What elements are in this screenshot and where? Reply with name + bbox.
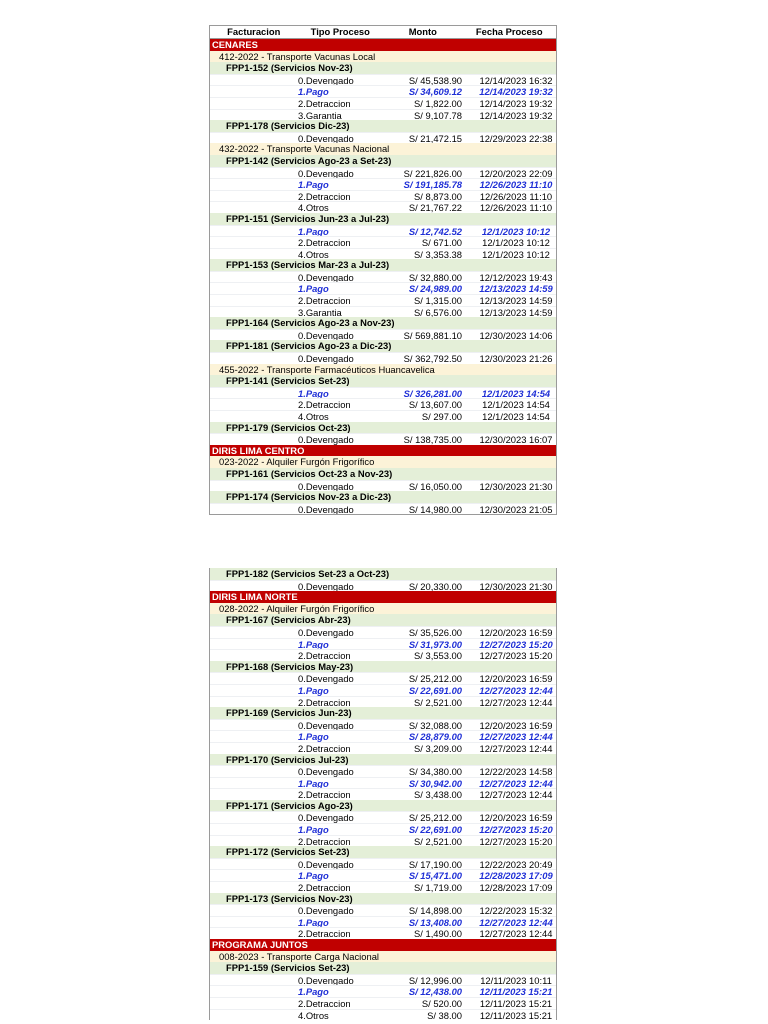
- table-row: [210, 649, 556, 661]
- table-row: [210, 201, 556, 213]
- monto-cell: S/ 362,792.50: [403, 353, 462, 364]
- tipo-cell: 1.Pago: [298, 179, 329, 190]
- monto-cell: S/ 9,107.78: [414, 109, 462, 121]
- table-row: [210, 858, 556, 870]
- table-row: [210, 387, 556, 399]
- table-row: [210, 132, 556, 144]
- monto-cell: S/ 3,353.38: [414, 248, 462, 260]
- fecha-cell: 12/1/2023 14:54: [481, 387, 551, 399]
- invoice-row: FPP1-141 (Servicios Set-23): [210, 375, 556, 387]
- contract-row: 432-2022 - Transporte Vacunas Nacional: [210, 143, 556, 155]
- invoice-row: FPP1-161 (Servicios Oct-23 a Nov-23): [210, 468, 556, 480]
- monto-cell: S/ 520.00: [421, 997, 462, 1009]
- table-row: [210, 410, 556, 422]
- monto-cell: S/ 34,609.12: [408, 86, 462, 97]
- fecha-cell: 12/27/2023 12:44: [479, 684, 553, 696]
- table-row: [210, 684, 556, 696]
- fecha-cell: 12/30/2023 21:26: [479, 353, 553, 364]
- monto-cell: S/ 671.00: [421, 237, 462, 248]
- monto-cell: S/ 326,281.00: [403, 387, 462, 399]
- tipo-cell: 0.Devengado: [298, 329, 354, 341]
- monto-cell: S/ 22,691.00: [408, 824, 462, 835]
- table-row: [210, 503, 556, 515]
- table-row: [210, 433, 556, 445]
- fecha-cell: 12/1/2023 14:54: [482, 411, 550, 422]
- fecha-cell: 12/20/2023 22:09: [479, 167, 553, 179]
- fecha-cell: 12/30/2023 21:30: [479, 580, 553, 592]
- tipo-cell: 0.Devengado: [298, 503, 354, 515]
- tipo-cell: 2.Detraccion: [298, 97, 351, 109]
- monto-cell: S/ 34,380.00: [408, 766, 462, 777]
- table-row: [210, 271, 556, 283]
- fecha-cell: 12/13/2023 14:59: [479, 295, 553, 306]
- tipo-cell: 0.Devengado: [298, 353, 354, 364]
- tipo-cell: 1.Pago: [298, 225, 329, 237]
- monto-cell: S/ 191,185.78: [403, 179, 462, 190]
- fecha-cell: 12/30/2023 16:07: [479, 434, 553, 445]
- fecha-cell: 12/30/2023 14:06: [479, 329, 553, 341]
- table-row: [210, 997, 556, 1009]
- fecha-cell: 12/22/2023 14:58: [479, 766, 553, 777]
- monto-cell: S/ 2,521.00: [414, 696, 462, 708]
- tipo-cell: 2.Detraccion: [298, 650, 351, 661]
- table-row: [210, 626, 556, 638]
- table-row: [210, 109, 556, 121]
- table-row: [210, 927, 556, 939]
- monto-cell: S/ 35,526.00: [408, 626, 462, 638]
- fecha-cell: 12/27/2023 12:44: [479, 731, 553, 742]
- fecha-cell: 12/14/2023 19:32: [479, 97, 553, 109]
- table-row: [210, 788, 556, 800]
- contract-row: 455-2022 - Transporte Farmacéuticos Huancavelica: [210, 364, 556, 376]
- contract-row: 023-2022 - Alquiler Furgón Frigorífico: [210, 456, 556, 468]
- monto-cell: S/ 1,822.00: [414, 97, 462, 109]
- tipo-cell: 3.Garantia: [298, 109, 342, 121]
- fecha-cell: 12/11/2023 10:11: [480, 974, 552, 986]
- fecha-cell: 12/14/2023 19:32: [479, 86, 553, 97]
- header-tipo-proceso: Tipo Proceso: [310, 26, 370, 37]
- fecha-cell: 12/11/2023 15:21: [479, 1009, 553, 1021]
- client-group-row: DIRIS LIMA NORTE: [210, 591, 556, 603]
- invoice-row: FPP1-153 (Servicios Mar-23 a Jul-23): [210, 259, 556, 271]
- tipo-cell: 2.Detraccion: [298, 835, 351, 847]
- tipo-cell: 3.Garantia: [298, 306, 342, 318]
- fecha-cell: 12/1/2023 10:12: [481, 225, 551, 237]
- monto-cell: S/ 21,472.15: [408, 132, 462, 144]
- table-row: [210, 74, 556, 86]
- monto-cell: S/ 12,438.00: [408, 986, 462, 997]
- fecha-cell: 12/27/2023 12:44: [479, 916, 553, 928]
- monto-cell: S/ 8,873.00: [414, 190, 462, 202]
- table-row: [210, 719, 556, 731]
- tipo-cell: 1.Pago: [298, 916, 329, 928]
- fecha-cell: 12/26/2023 11:10: [479, 190, 553, 202]
- contract-row: 412-2022 - Transporte Vacunas Local: [210, 51, 556, 63]
- fecha-cell: 12/20/2023 16:59: [479, 812, 553, 824]
- invoice-row: FPP1-173 (Servicios Nov-23): [210, 893, 556, 905]
- fecha-cell: 12/13/2023 14:59: [479, 306, 553, 318]
- tipo-cell: 1.Pago: [298, 986, 329, 997]
- tipo-cell: 2.Detraccion: [298, 928, 351, 939]
- client-group-row: PROGRAMA JUNTOS: [210, 939, 556, 951]
- monto-cell: S/ 21,767.22: [408, 202, 462, 213]
- fecha-cell: 12/27/2023 15:20: [479, 835, 553, 847]
- tipo-cell: 0.Devengado: [298, 132, 354, 144]
- fecha-cell: 12/1/2023 10:12: [482, 248, 550, 260]
- invoice-row: FPP1-164 (Servicios Ago-23 a Nov-23): [210, 317, 556, 329]
- monto-cell: S/ 32,880.00: [408, 271, 462, 283]
- invoice-row: FPP1-169 (Servicios Jun-23): [210, 707, 556, 719]
- table-row: [210, 306, 556, 318]
- table-row: [210, 329, 556, 341]
- tipo-cell: 2.Detraccion: [298, 742, 351, 754]
- fecha-cell: 12/22/2023 15:32: [479, 905, 553, 916]
- tipo-cell: 4.Otros: [298, 411, 329, 422]
- tipo-cell: 0.Devengado: [298, 580, 354, 592]
- invoice-row: FPP1-167 (Servicios Abr-23): [210, 614, 556, 626]
- monto-cell: S/ 13,408.00: [408, 916, 462, 928]
- tipo-cell: 1.Pago: [298, 387, 329, 399]
- table-row: [210, 282, 556, 294]
- invoice-row: FPP1-178 (Servicios Dic-23): [210, 120, 556, 132]
- tipo-cell: 0.Devengado: [298, 719, 354, 731]
- tipo-cell: 0.Devengado: [298, 74, 354, 86]
- monto-cell: S/ 1,490.00: [414, 928, 462, 939]
- fecha-cell: 12/27/2023 12:44: [479, 742, 553, 754]
- monto-cell: S/ 17,190.00: [408, 858, 462, 870]
- invoice-row: FPP1-170 (Servicios Jul-23): [210, 754, 556, 766]
- fecha-cell: 12/11/2023 15:21: [479, 986, 553, 997]
- fecha-cell: 12/26/2023 11:10: [479, 179, 553, 190]
- monto-cell: S/ 15,471.00: [408, 870, 462, 882]
- tipo-cell: 1.Pago: [298, 870, 329, 882]
- invoice-row: FPP1-174 (Servicios Nov-23 a Dic-23): [210, 491, 556, 503]
- monto-cell: S/ 13,607.00: [408, 399, 462, 410]
- table-row: [210, 638, 556, 650]
- table-row: [210, 765, 556, 777]
- table-body: [210, 39, 556, 514]
- table-row: [210, 225, 556, 237]
- monto-cell: S/ 6,576.00: [414, 306, 462, 318]
- table-body: [210, 568, 556, 1020]
- fecha-cell: 12/13/2023 14:59: [479, 283, 553, 295]
- tipo-cell: 0.Devengado: [298, 905, 354, 916]
- fecha-cell: 12/29/2023 22:38: [479, 132, 553, 144]
- monto-cell: S/ 14,898.00: [408, 905, 462, 916]
- fecha-cell: 12/27/2023 12:44: [479, 789, 553, 800]
- tipo-cell: 1.Pago: [298, 86, 329, 97]
- fecha-cell: 12/1/2023 14:54: [482, 399, 550, 410]
- table-row: [210, 742, 556, 754]
- monto-cell: S/ 32,088.00: [408, 719, 462, 731]
- tipo-cell: 0.Devengado: [298, 812, 354, 824]
- tipo-cell: 2.Detraccion: [298, 882, 351, 893]
- fecha-cell: 12/22/2023 20:49: [479, 858, 553, 870]
- table-row: [210, 696, 556, 708]
- fecha-cell: 12/12/2023 19:43: [479, 271, 553, 283]
- tipo-cell: 0.Devengado: [298, 167, 354, 179]
- monto-cell: S/ 14,980.00: [408, 503, 462, 515]
- tipo-cell: 1.Pago: [298, 777, 329, 789]
- monto-cell: S/ 221,826.00: [403, 167, 462, 179]
- fecha-cell: 12/30/2023 21:30: [479, 480, 553, 492]
- table-row: [210, 352, 556, 364]
- invoice-row: FPP1-168 (Servicios May-23): [210, 661, 556, 673]
- fecha-cell: 12/27/2023 15:20: [479, 638, 553, 650]
- tipo-cell: 0.Devengado: [298, 434, 354, 445]
- monto-cell: S/ 2,521.00: [414, 835, 462, 847]
- table-header: [210, 25, 556, 39]
- fecha-cell: 12/26/2023 11:10: [479, 202, 553, 213]
- table-row: [210, 904, 556, 916]
- tipo-cell: 0.Devengado: [298, 858, 354, 870]
- monto-cell: S/ 138,735.00: [403, 434, 462, 445]
- contract-row: 008-2023 - Transporte Carga Nacional: [210, 951, 556, 963]
- table-row: [210, 672, 556, 684]
- monto-cell: S/ 3,209.00: [414, 742, 462, 754]
- monto-cell: S/ 30,942.00: [408, 777, 462, 789]
- client-group-row: DIRIS LIMA CENTRO: [210, 445, 556, 457]
- table-row: [210, 869, 556, 881]
- contract-row: 028-2022 - Alquiler Furgón Frigorífico: [210, 603, 556, 615]
- header-facturacion: Facturacion: [227, 26, 281, 37]
- fecha-cell: 12/20/2023 16:59: [479, 626, 553, 638]
- tipo-cell: 1.Pago: [298, 638, 329, 650]
- fecha-cell: 12/27/2023 12:44: [479, 928, 553, 939]
- invoice-row: FPP1-151 (Servicios Jun-23 a Jul-23): [210, 213, 556, 225]
- invoice-row: FPP1-171 (Servicios Ago-23): [210, 800, 556, 812]
- table-row: [210, 730, 556, 742]
- table-row: [210, 167, 556, 179]
- monto-cell: S/ 31,973.00: [408, 638, 462, 650]
- header-monto: Monto: [408, 26, 437, 37]
- monto-cell: S/ 12,742.52: [408, 225, 462, 237]
- table-row: [210, 85, 556, 97]
- monto-cell: S/ 20,330.00: [408, 580, 462, 592]
- invoice-row: FPP1-152 (Servicios Nov-23): [210, 62, 556, 74]
- tipo-cell: 0.Devengado: [298, 673, 354, 684]
- invoice-row: FPP1-182 (Servicios Set-23 a Oct-23): [210, 568, 556, 580]
- tipo-cell: 4.Otros: [298, 202, 329, 213]
- invoice-row: FPP1-179 (Servicios Oct-23): [210, 422, 556, 434]
- header-fecha-proceso: Fecha Proceso: [475, 26, 543, 37]
- monto-cell: S/ 12,996.00: [408, 974, 462, 986]
- tipo-cell: 1.Pago: [298, 731, 329, 742]
- fecha-cell: 12/20/2023 16:59: [479, 673, 553, 684]
- tipo-cell: 2.Detraccion: [298, 399, 351, 410]
- monto-cell: S/ 297.00: [421, 411, 462, 422]
- invoice-row: FPP1-181 (Servicios Ago-23 a Dic-23): [210, 340, 556, 352]
- tipo-cell: 0.Devengado: [298, 626, 354, 638]
- monto-cell: S/ 25,212.00: [408, 812, 462, 824]
- tipo-cell: 0.Devengado: [298, 974, 354, 986]
- tipo-cell: 0.Devengado: [298, 766, 354, 777]
- fecha-cell: 12/1/2023 10:12: [482, 237, 550, 248]
- table-row: [210, 178, 556, 190]
- table-row: [210, 881, 556, 893]
- fecha-cell: 12/27/2023 12:44: [479, 777, 553, 789]
- monto-cell: S/ 25,212.00: [408, 673, 462, 684]
- monto-cell: S/ 1,719.00: [414, 882, 462, 893]
- invoice-row: FPP1-159 (Servicios Set-23): [210, 962, 556, 974]
- table-row: [210, 811, 556, 823]
- tipo-cell: 2.Detraccion: [298, 997, 351, 1009]
- fecha-cell: 12/14/2023 16:32: [479, 74, 553, 86]
- fecha-cell: 12/14/2023 19:32: [479, 109, 553, 121]
- tipo-cell: 1.Pago: [298, 824, 329, 835]
- tipo-cell: 4.Otros: [298, 248, 329, 260]
- tipo-cell: 4.Otros: [298, 1009, 329, 1021]
- table-row: [210, 398, 556, 410]
- table-row: [210, 823, 556, 835]
- table-row: [210, 97, 556, 109]
- fecha-cell: 12/27/2023 15:20: [479, 824, 553, 835]
- table-row: [210, 580, 556, 592]
- fecha-cell: 12/27/2023 15:20: [479, 650, 553, 661]
- invoice-row: FPP1-172 (Servicios Set-23): [210, 846, 556, 858]
- tipo-cell: 2.Detraccion: [298, 295, 351, 306]
- table-row: [210, 777, 556, 789]
- tipo-cell: 2.Detraccion: [298, 237, 351, 248]
- tipo-cell: 0.Devengado: [298, 480, 354, 492]
- monto-cell: S/ 45,538.90: [408, 74, 462, 86]
- table-row: [210, 916, 556, 928]
- table-row: [210, 1009, 556, 1021]
- monto-cell: S/ 22,691.00: [408, 684, 462, 696]
- report-table: [209, 568, 557, 1020]
- report-page-1: [209, 25, 557, 515]
- tipo-cell: 1.Pago: [298, 684, 329, 696]
- table-row: [210, 480, 556, 492]
- report-page-2: [209, 568, 557, 1020]
- invoice-row: FPP1-142 (Servicios Ago-23 a Set-23): [210, 155, 556, 167]
- table-row: [210, 974, 556, 986]
- fecha-cell: 12/30/2023 21:05: [479, 503, 553, 515]
- tipo-cell: 1.Pago: [298, 283, 329, 295]
- client-group-row: CENARES: [210, 39, 556, 51]
- fecha-cell: 12/28/2023 17:09: [479, 870, 553, 882]
- report-table: [209, 25, 557, 515]
- monto-cell: S/ 1,315.00: [414, 295, 462, 306]
- monto-cell: S/ 3,438.00: [414, 789, 462, 800]
- tipo-cell: 2.Detraccion: [298, 190, 351, 202]
- monto-cell: S/ 38.00: [427, 1009, 462, 1021]
- tipo-cell: 0.Devengado: [298, 271, 354, 283]
- fecha-cell: 12/20/2023 16:59: [479, 719, 553, 731]
- monto-cell: S/ 16,050.00: [408, 480, 462, 492]
- table-row: [210, 190, 556, 202]
- table-row: [210, 985, 556, 997]
- monto-cell: S/ 24,989.00: [408, 283, 462, 295]
- monto-cell: S/ 569,881.10: [403, 329, 462, 341]
- table-row: [210, 835, 556, 847]
- tipo-cell: 2.Detraccion: [298, 789, 351, 800]
- monto-cell: S/ 3,553.00: [414, 650, 462, 661]
- table-row: [210, 248, 556, 260]
- monto-cell: S/ 28,879.00: [408, 731, 462, 742]
- fecha-cell: 12/28/2023 17:09: [479, 882, 553, 893]
- fecha-cell: 12/11/2023 15:21: [479, 997, 553, 1009]
- tipo-cell: 2.Detraccion: [298, 696, 351, 708]
- table-row: [210, 294, 556, 306]
- fecha-cell: 12/27/2023 12:44: [479, 696, 553, 708]
- table-row: [210, 236, 556, 248]
